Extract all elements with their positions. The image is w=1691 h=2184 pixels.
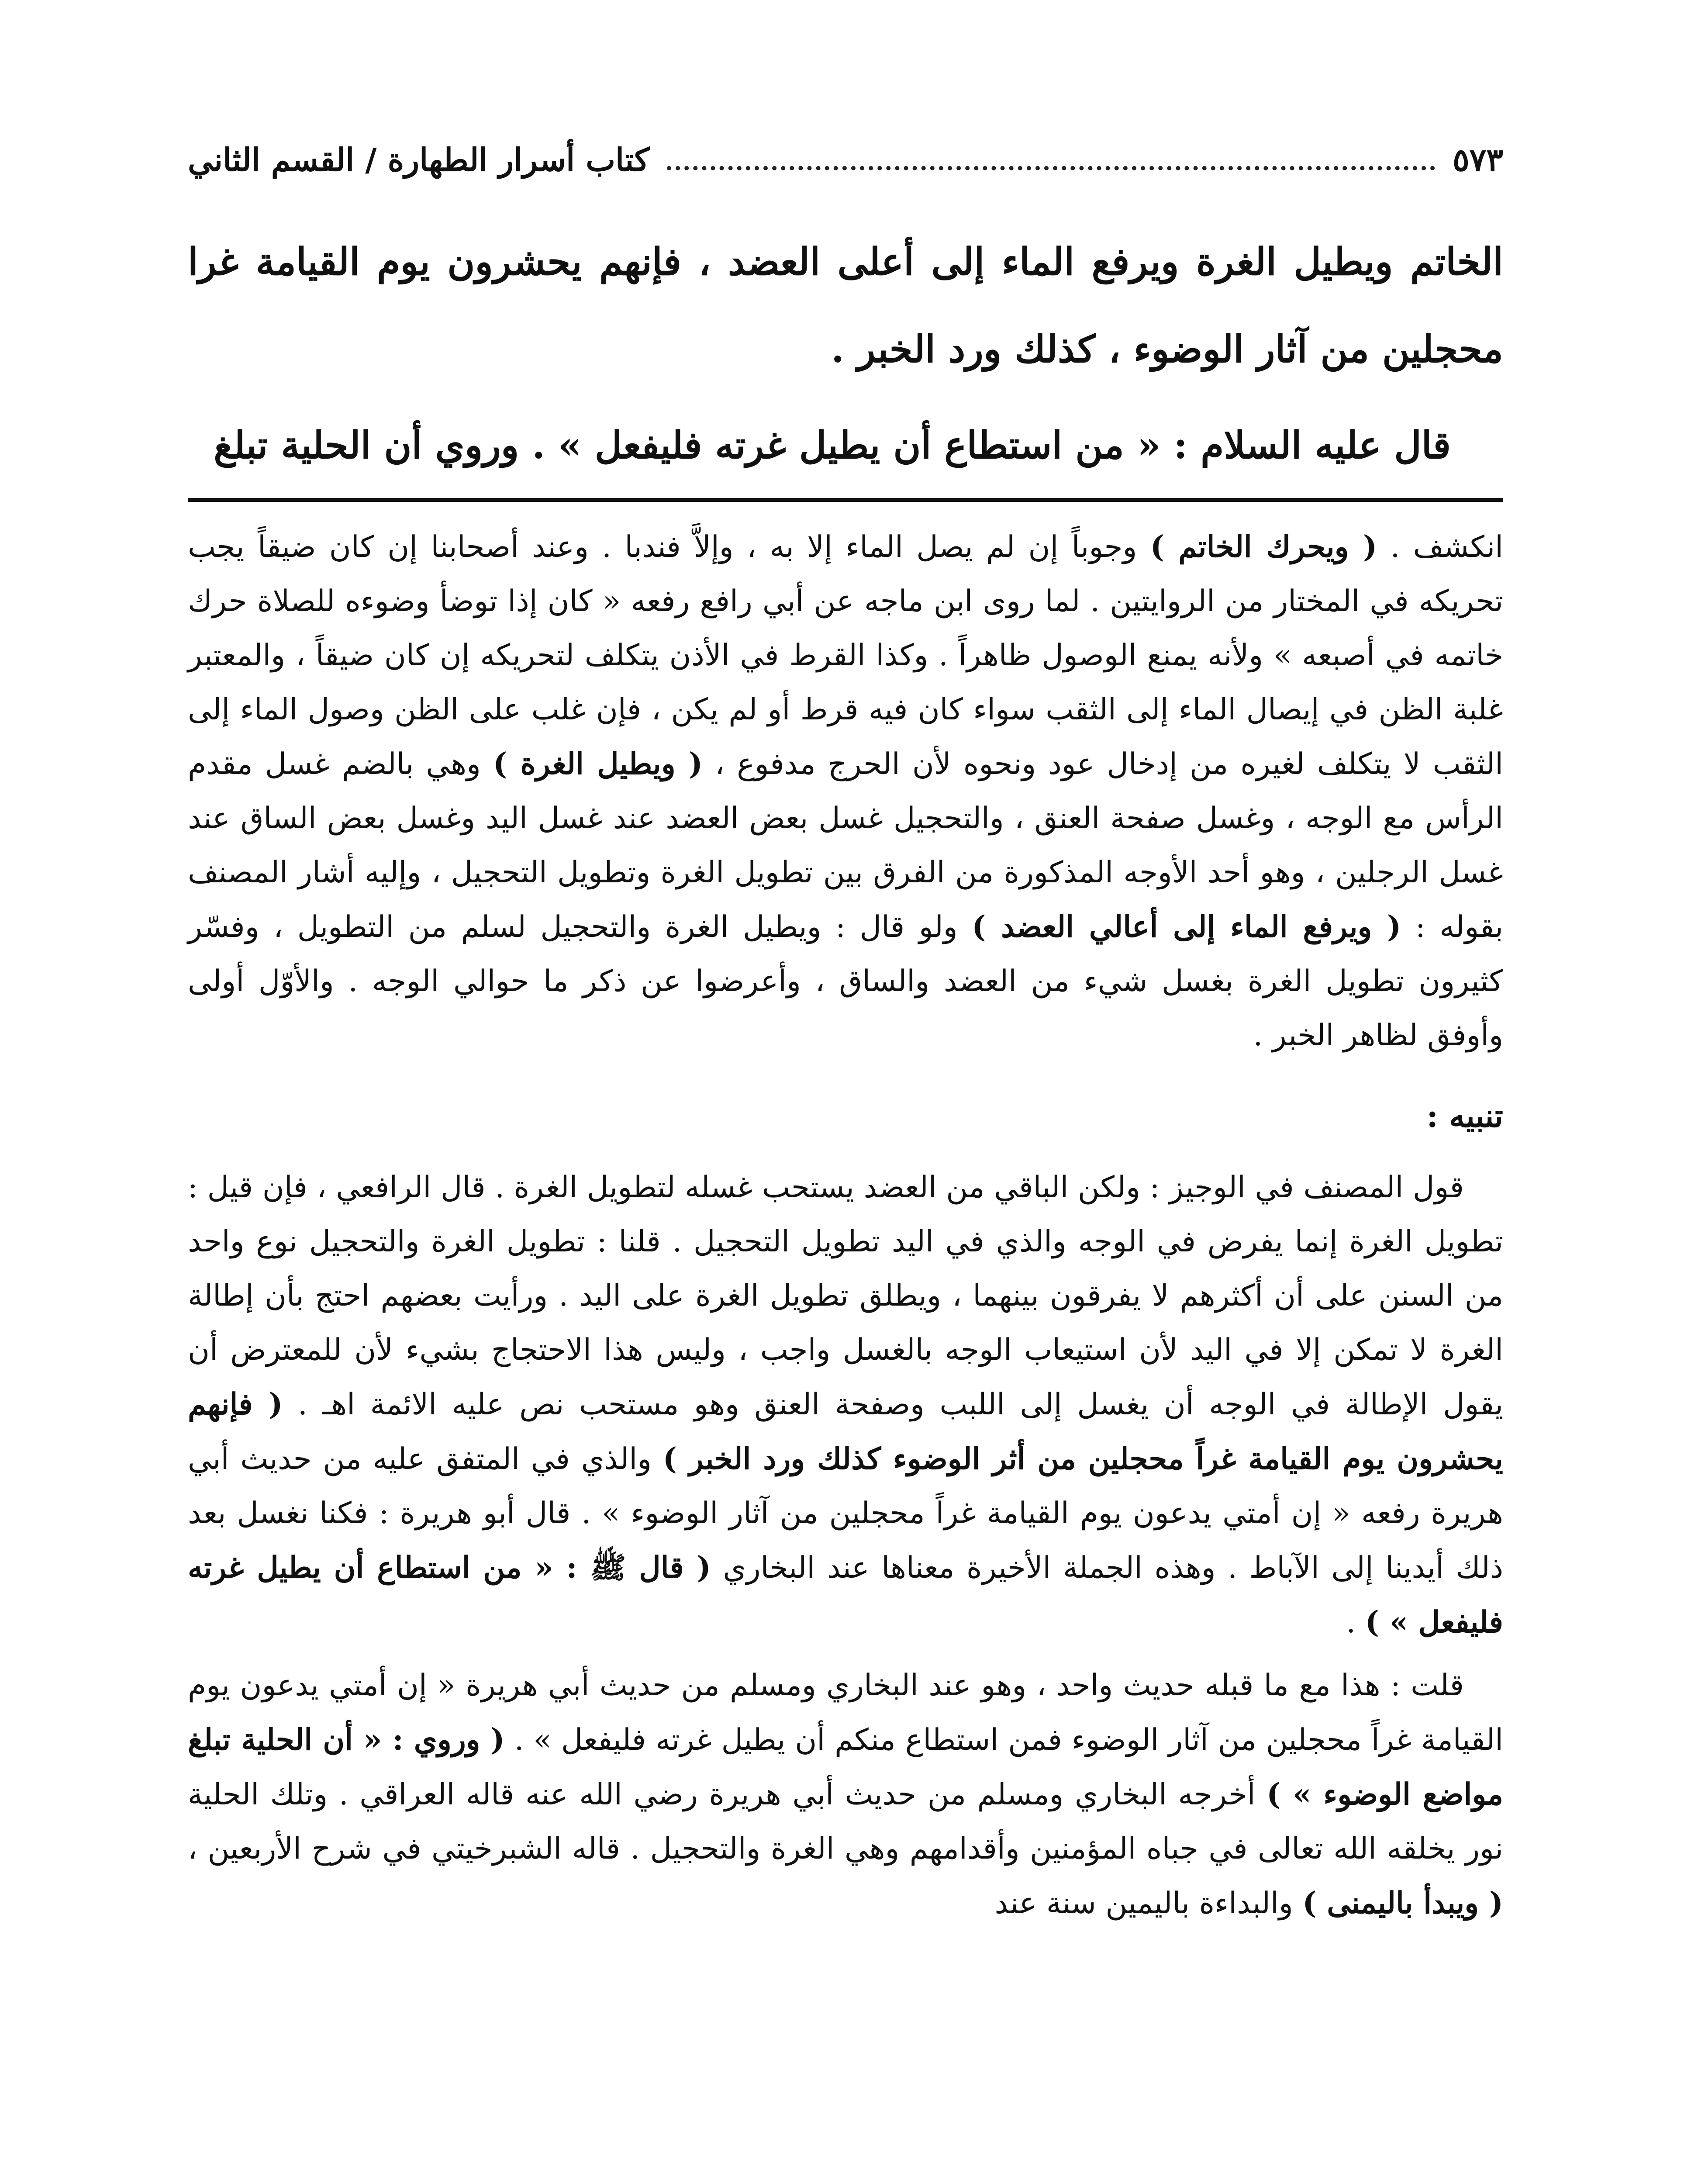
commentary-text: والذي في المتفق عليه من حديث أبي هريرة رفعه « إن أمتي يدعون يوم القيامة غراً محجلين من آثار الوضوء » . قال أبو هريرة : فكنا نغسل بعد ذلك أيدينا إلى الآباط . وهذه الجملة الأخيرة معناها عند البخاري — [188, 1442, 1503, 1585]
commentary-text: أخرجه البخاري ومسلم من حديث أبي هريرة رضي الله عنه قاله العراقي . وتلك الحلية نور يخلقه الله تعالى في جباه المؤمنين وأقدامهم وهي الغرة والتحجيل . قاله الشبرخيتي في شرح الأربعين ، — [188, 1777, 1503, 1866]
commentary-paragraph — [188, 1161, 1503, 1650]
quoted-matn: ( فإنهم يحشرون يوم القيامة غراً محجلين من أثر الوضوء كذلك ورد الخبر ) — [188, 1387, 1503, 1476]
running-title: كتاب أسرار الطهارة / القسم الثاني — [188, 141, 649, 178]
commentary-text: وهي بالضم غسل مقدم الرأس مع الوجه ، وغسل صفحة العنق ، والتحجيل غسل بعض العضد عند غسل اليد وغسل بعض الساق عند غسل الرجلين ، وهو أحد الأوجه المذكورة من الفرق بين تطويل الغرة وتطويل التحجيل ، وإليه أشار المصنف بقوله : — [188, 747, 1503, 944]
main-paragraph: الخاتم ويطيل الغرة ويرفع الماء إلى أعلى العضد ، فإنهم يحشرون يوم القيامة غرا محجلين من آثار الوضوء ، كذلك ورد الخبر . — [188, 240, 1503, 371]
commentary — [188, 520, 1503, 1931]
quoted-matn: ( وروي : « أن الحلية تبلغ مواضع الوضوء » ) — [188, 1722, 1503, 1812]
commentary-paragraph — [188, 520, 1503, 1063]
commentary-text: قلت : هذا مع ما قبله حديث واحد ، وهو عند البخاري ومسلم من حديث أبي هريرة « إن أمتي يدعون يوم القيامة غراً محجلين من آثار الوضوء فمن استطاع منكم أن يطيل غرته فليفعل » . — [188, 1668, 1503, 1757]
quoted-matn: ( ويبدأ باليمنى ) — [1302, 1886, 1503, 1921]
quoted-matn: ( ويحرك الخاتم ) — [1150, 529, 1377, 564]
quoted-matn: ( قال ﷺ : « من استطاع أن يطيل غرته فليفعل » ) — [188, 1550, 1503, 1640]
commentary-text: . — [1346, 1605, 1365, 1640]
dotted-leader — [667, 166, 1435, 170]
main-text — [188, 218, 1503, 489]
commentary-text: انكشف . — [1377, 530, 1504, 564]
running-header — [188, 131, 1503, 188]
main-paragraph: قال عليه السلام : « من استطاع أن يطيل غرته فليفعل » . وروي أن الحلية تبلغ — [214, 423, 1451, 467]
commentary-text: ولو قال : ويطيل الغرة والتحجيل لسلم من التطويل ، وفسّر كثيرون تطويل الغرة بغسل شيء من العضد والساق ، وأعرضوا عن ذكر ما حوالي الوجه . والأوّل أولى وأوفق لظاهر الخبر . — [188, 910, 1504, 1053]
commentary-text: والبداءة باليمين سنة عند — [994, 1886, 1303, 1921]
quoted-matn: ( ويطيل الغرة ) — [493, 746, 703, 781]
commentary-text: قول المصنف في الوجيز : ولكن الباقي من العضد يستحب غسله لتطويل الغرة . قال الرافعي ، فإن قيل : تطويل الغرة إنما يفرض في الوجه والذي في اليد تطويل التحجيل . قلنا : تطويل الغرة والتحجيل نوع واحد من السنن على أن أكثرهم لا يفرقون بينهما ، ويطلق تطويل الغرة على اليد . ورأيت بعضهم احتج بأن إطالة الغرة لا تمكن إلا في اليد لأن استيعاب الوجه بالغسل واجب ، وليس هذا الاحتجاج بشيء لأن للمعترض أن يقول الإطالة في الوجه أن يغسل إلى اللبب وصفحة العنق وهو مستحب نص عليه الائمة اهـ . — [188, 1170, 1503, 1422]
commentary-text: وجوباً إن لم يصل الماء إلا به ، وإلاَّ فندبا . وعند أصحابنا إن كان ضيقاً يجب تحريكه في المختار من الروايتين . لما روى ابن ماجه عن أبي رافع رفعه « كان إذا توضأ وضوءه للصلاة حرك خاتمه في أصبعه » ولأنه يمنع الوصول ظاهراً . وكذا القرط في الأذن يتكلف لتحريكه إن كان ضيقاً ، والمعتبر غلبة الظن في إيصال الماء إلى الثقب سواء كان فيه قرط أو لم يكن ، فإن غلب على الظن وصول الماء إلى الثقب لا يتكلف لغيره من إدخال عود ونحوه لأن الحرج مدفوع ، — [188, 530, 1504, 781]
section-heading: تنبيه : — [1426, 1097, 1503, 1134]
quoted-matn: ( ويرفع الماء إلى أعالي العضد ) — [972, 909, 1401, 944]
page-number: ٥٧٣ — [1452, 141, 1503, 178]
separator-rule — [188, 498, 1503, 502]
commentary-paragraph — [188, 1659, 1503, 1931]
